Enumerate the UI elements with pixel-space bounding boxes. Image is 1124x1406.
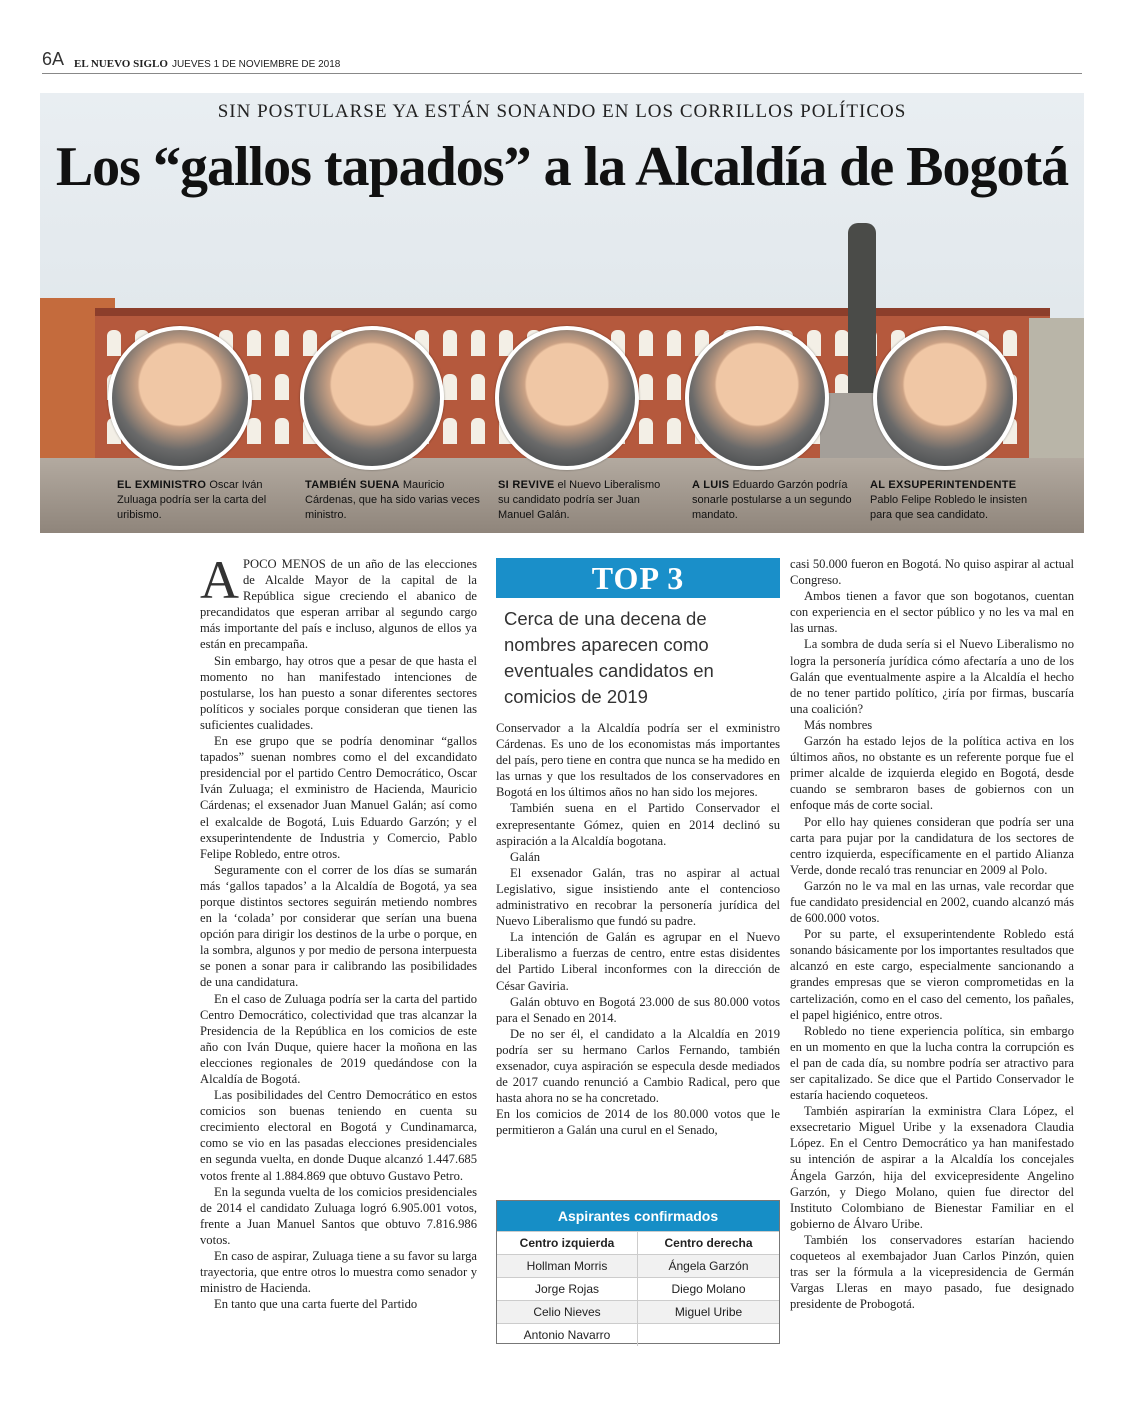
statue <box>848 223 876 403</box>
portrait-cardenas <box>300 326 444 470</box>
paragraph: En ese grupo que se podría denominar “gallos tapados” suenan nombres como el del excandidato presidencial por el partido Centro Democrático, Oscar Iván Zuluaga; el exministro de Hacienda, Mauricio Cárdenas; el exsenador Juan Manuel Galán; así como el exalcalde de Bogotá, Luis Eduardo Garzón; y el exsuperintendente de Industria y Comercio, Pablo Felipe Robledo, entre otros. <box>200 734 477 861</box>
table-row <box>497 1300 779 1323</box>
window <box>275 374 289 400</box>
article-column-2 <box>496 720 780 1138</box>
paragraph: Galán obtuvo en Bogotá 23.000 de sus 80.000 votos para el Senado en 2014. <box>496 994 780 1025</box>
caption-cardenas: TAMBIÉN SUENA Mauricio Cárdenas, que ha sido varias veces ministro. <box>305 479 480 521</box>
window <box>443 418 457 444</box>
paragraph: Conservador a la Alcaldía podría ser el exministro Cárdenas. Es uno de los economistas más importantes del país, pero tiene en contra que nunca se ha medido en las urnas y que los resultados de los conservadores en Bogotá en los últimos años no han sido los mejores. <box>496 721 780 800</box>
paragraph: También suena en el Partido Conservador el exrepresentante Gómez, quien en 2014 declinó su aspiración a la Alcaldía bogotana. <box>496 801 780 848</box>
window <box>443 374 457 400</box>
table-cell: Jorge Rojas <box>497 1278 638 1300</box>
hero-photo <box>40 93 1084 533</box>
subhead-mas-nombres: Más nombres <box>804 717 873 732</box>
window <box>639 374 653 400</box>
right-building <box>1029 318 1084 458</box>
table-cell: Diego Molano <box>671 1282 746 1296</box>
window <box>247 330 261 356</box>
portrait-garzon <box>685 326 829 470</box>
drop-cap: A <box>200 550 239 610</box>
paragraph: Las posibilidades del Centro Democrático en estos comicios son buenas teniendo en cuenta su crecimiento electoral en Bogotá y Cundinamarca, como se vio en las pasadas elecciones presidenciales en segunda vuelta, en donde Duque alcanzó 1.447.685 votos frente al 1.884.869 que obtuvo Gustavo Petro. <box>200 1088 477 1183</box>
article-column-3 <box>790 556 1074 1312</box>
paragraph: En la segunda vuelta de los comicios presidenciales de 2014 el candidato Zuluaga logró 6.905.001 votos, frente a Juan Manuel Santos que obtuvo 7.816.986 votos. <box>200 1184 477 1247</box>
issue-date: JUEVES 1 DE NOVIEMBRE DE 2018 <box>171 59 341 70</box>
window <box>443 330 457 356</box>
window <box>667 374 681 400</box>
paragraph: Ambos tienen a favor que son bogotanos, cuentan con experiencia en el sector público y no les va mal en las urnas. <box>790 589 1074 636</box>
window <box>639 330 653 356</box>
paragraph: Por ello hay quienes consideran que podría ser una carta para pujar por la candidatura de los sectores de centro izquierda, específicamente en el partido Alianza Verde, donde recaló tras renunciar en 2009 al Polo. <box>790 814 1074 877</box>
confirmed-candidates-table <box>496 1200 780 1344</box>
paragraph: De no ser él, el candidato a la Alcaldía en 2019 podría ser su hermano Carlos Fernando, también exsenador, cuya aspiración se especula desde mediados de 2017 cuando renunció a Cambio Radical, pero que hasta ahora no se ha concretado. <box>496 1026 780 1106</box>
window <box>667 418 681 444</box>
caption-garzon: A LUIS Eduardo Garzón podría sonarle postularse a un segundo mandato. <box>692 479 852 521</box>
table-cell <box>638 1324 779 1346</box>
table-row <box>497 1277 779 1300</box>
paragraph: casi 50.000 fueron en Bogotá. No quiso aspirar al actual Congreso. <box>790 557 1074 588</box>
window <box>107 330 121 356</box>
paragraph: Garzón no le va mal en las urnas, vale recordar que fue candidato presidencial en 2002, cuando alcanzó más de 600.000 votos. <box>790 878 1074 926</box>
table-cell: Miguel Uribe <box>638 1301 779 1323</box>
headline: Los “gallos tapados” a la Alcaldía de Bogotá <box>55 136 1069 198</box>
table-header <box>497 1231 779 1254</box>
paragraph: En el caso de Zuluaga podría ser la carta del partido Centro Democrático, colectividad que tras alcanzar la Presidencia de la República en los comicios de este año con Iván Duque, quiere hacer la moñona en las elecciones regionales de 2019 quedándose con la Alcaldía de Bogotá. <box>200 991 477 1086</box>
window <box>275 330 289 356</box>
window <box>471 418 485 444</box>
paragraph: La sombra de duda sería si el Nuevo Liberalismo no logra la personería jurídica cómo afectaría a uno de los Galán que eventualmente aspire a la Alcaldía el hecho de no tener partido político, ¿iría por firmas, buscaría una coalición? <box>790 637 1074 716</box>
window <box>471 374 485 400</box>
column-header: Centro derecha <box>664 1236 753 1250</box>
window <box>247 418 261 444</box>
table-title: Aspirantes confirmados <box>497 1201 779 1231</box>
subhead-galan: Galán <box>510 849 541 864</box>
paragraph: Seguramente con el correr de los días se sumarán más ‘gallos tapados’ a la Alcaldía de Bogotá, ya sea porque distintos sectores seguirán metiendo nombres en la ‘colada’ por considerar que serían una buena opción para dirigir los destinos de la urbe o porque, en la sombra, algunos y por medio de persona interpuesta se ponen a sonar para ir calibrando las posibilidades de una candidatura. <box>200 862 477 990</box>
top3-subtitle: Cerca de una decena de nombres aparecen como eventuales candidatos en comicios de 2019 <box>504 608 714 707</box>
window <box>471 330 485 356</box>
running-head <box>42 49 1082 74</box>
portrait-robledo <box>873 326 1017 470</box>
paragraph: Sin embargo, hay otros que a pesar de que hasta el momento no han manifestado intenciones de postularse, los han puesto a sonar diferentes sectores políticos y sociales porque consideran que tienen las suficientes cualidades. <box>200 653 477 732</box>
table-cell: Hollman Morris <box>497 1255 638 1277</box>
table-row <box>497 1323 779 1346</box>
window <box>667 330 681 356</box>
portrait-zuluaga <box>108 326 252 470</box>
table-body <box>497 1254 779 1346</box>
kicker: SIN POSTULARSE YA ESTÁN SONANDO EN LOS CORRILLOS POLÍTICOS <box>217 101 907 122</box>
table-cell: Celio Nieves <box>497 1301 638 1323</box>
table-cell: Antonio Navarro <box>497 1324 638 1346</box>
paragraph: Robledo no tiene experiencia política, sin embargo en un momento en que la lucha contra la corrupción es el pan de cada día, su nombre podría ser atractivo para ser capitalizado. Se dice que el Partido Conservador le estaría haciendo coqueteos. <box>790 1023 1074 1103</box>
paragraph: También los conservadores estarían haciendo coqueteos al exembajador Juan Carlos Pinzón, quien tras ser la fórmula a la vicepresidencia de Germán Vargas Lleras en mayo pasado, fue designado presidente de Probogotá. <box>790 1232 1074 1312</box>
portrait-galan <box>495 326 639 470</box>
window <box>639 418 653 444</box>
window <box>835 330 849 356</box>
paragraph: Garzón ha estado lejos de la política activa en los últimos años, no obstante es un referente porque fue el primer alcalde de izquierda elegido en Bogotá, desde cuando se sembraron bases de gobiernos con un enfoque más de corte social. <box>790 734 1074 813</box>
window <box>1003 330 1017 356</box>
caption-zuluaga: EL EXMINISTRO Oscar Iván Zuluaga podría ser la carta del uribismo. <box>117 479 267 521</box>
paragraph: Por su parte, el exsuperintendente Robledo está sonando básicamente por los importantes resultados que alcanzó en este cargo, especialmente sancionando a grandes empresas que se vieron comprometidas en la cartelización, como en el caso del cemento, los pañales, el papel higiénico, entre otros. <box>790 927 1074 1022</box>
top3-banner: TOP 3 <box>496 558 780 598</box>
newspaper-name: EL NUEVO SIGLO <box>74 58 168 70</box>
column-header: Centro izquierda <box>497 1232 638 1254</box>
table-row <box>497 1254 779 1277</box>
table-cell: Ángela Garzón <box>638 1255 779 1277</box>
window <box>275 418 289 444</box>
caption-galan: SI REVIVE el Nuevo Liberalismo su candidato podría ser Juan Manuel Galán. <box>498 479 661 521</box>
paragraph: En los comicios de 2014 de los 80.000 votos que le permitieron a Galán una curul en el Senado, <box>496 1107 780 1138</box>
article-column-1 <box>200 550 477 1312</box>
page-number: 6A <box>42 49 65 69</box>
paragraph: La intención de Galán es agrupar en el Nuevo Liberalismo a fuerzas de centro, entre estas disidentes del Partido Liberal inconformes con la dirección de César Gaviria. <box>496 930 780 993</box>
paragraph: El exsenador Galán, tras no aspirar al actual Legislativo, sigue insistiendo ante el contencioso administrativo en recobrar la personería jurídica del Nuevo Liberalismo que fundó su padre. <box>496 865 780 929</box>
paragraph: En caso de aspirar, Zuluaga tiene a su favor su larga trayectoria, que entre otros lo muestra como senador y ministro de Hacienda. <box>200 1249 477 1296</box>
caption-robledo: AL EXSUPERINTENDENTE Pablo Felipe Robledo le insisten para que sea candidato. <box>870 479 1028 521</box>
lead-paragraph: APOCO MENOS de un año de las elecciones de Alcalde Mayor de la capital de la República sigue creciendo el abanico de precandidatos que esperan arribar al segundo cargo más importante del país e incluso, algunos de ellos ya están en precampaña. <box>200 550 477 652</box>
paragraph: También aspirarían la exministra Clara López, el exsecretario Miguel Uribe y la exsenadora Claudia López. En el Centro Democrático ya han manifestado su intención de aspirar a la Alcaldía los concejales Ángela Garzón, hija del exvicepresidente Angelino Garzón, y Diego Molano, quien fue director del Instituto Colombiano de Bienestar Familiar en el gobierno de Álvaro Uribe. <box>790 1104 1074 1231</box>
paragraph: En tanto que una carta fuerte del Partido <box>214 1297 418 1312</box>
